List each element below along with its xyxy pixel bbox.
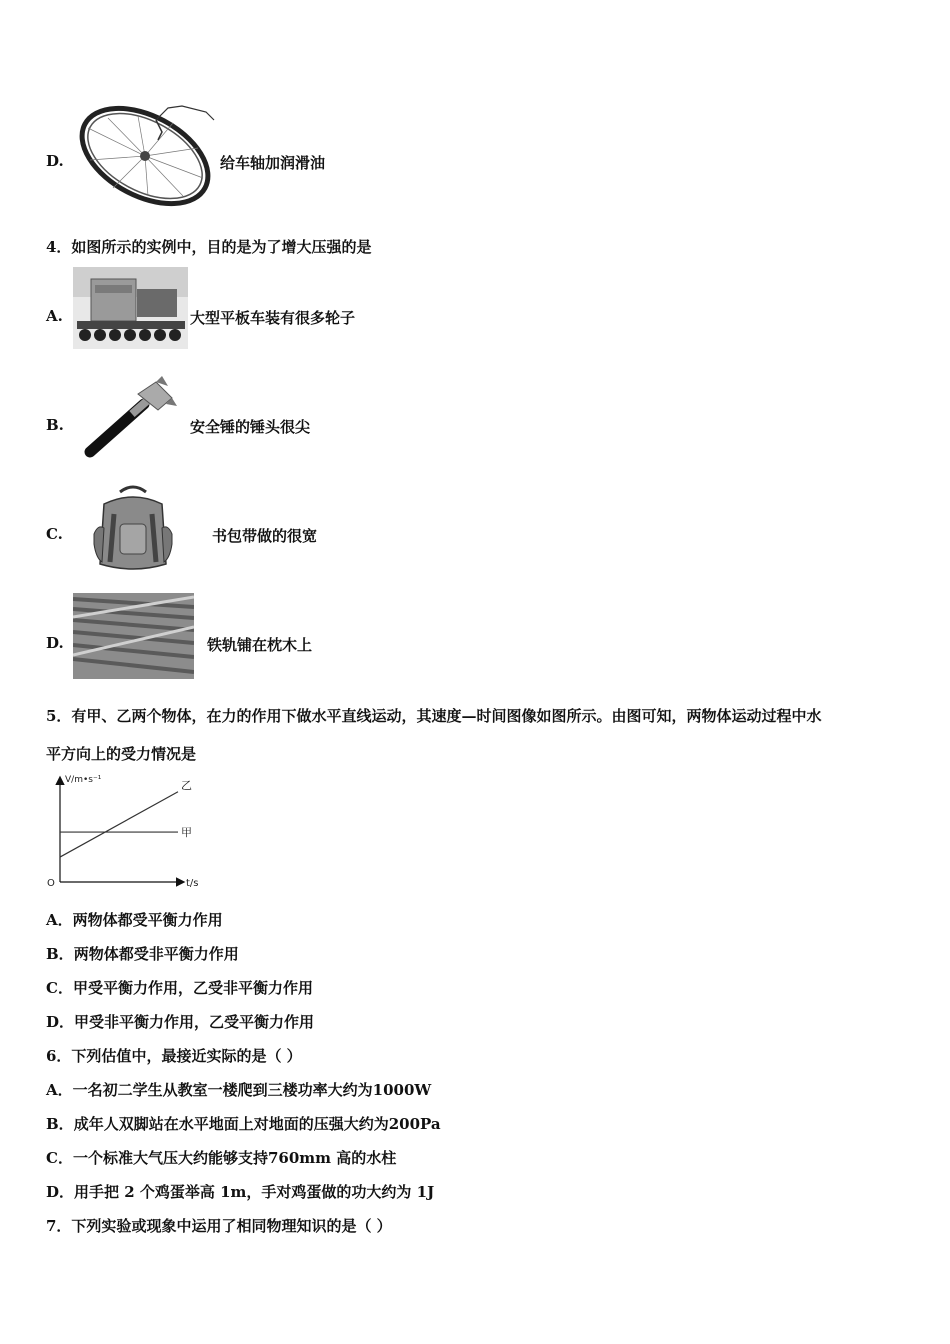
series-yi-label: 乙: [181, 778, 192, 792]
safety-hammer-image: [82, 376, 177, 460]
q5-option-a: [46, 909, 223, 930]
q6-option-c-label: C．: [46, 1149, 73, 1167]
flatbed-truck-image: [73, 267, 188, 349]
backpack-image: [92, 484, 174, 572]
q6-option-d: [46, 1181, 434, 1202]
q6-option-b-text: 成年人双脚站在水平地面上对地面的压强大约为200Pa: [73, 1115, 441, 1133]
y-axis-label: V/m•s⁻¹: [65, 775, 102, 785]
q4-option-c-text: 书包带做的很宽: [212, 527, 318, 545]
q5-option-a-text: 两物体都受平衡力作用: [72, 911, 223, 929]
q5-option-b: [46, 943, 239, 964]
q5-option-c-label: C．: [46, 979, 73, 997]
q5-option-d: [46, 1011, 314, 1032]
q4-option-b-text: 安全锤的锤头很尖: [190, 418, 311, 436]
q6-option-c: [46, 1147, 396, 1168]
q6-option-a-text: 一名初二学生从教室一楼爬到三楼功率大约为1000W: [72, 1081, 432, 1099]
q4-option-b-label: B.: [46, 416, 64, 434]
q7-question: 7．下列实验或现象中运用了相同物理知识的是（ ）: [46, 1217, 392, 1235]
q5-option-a-label: A．: [46, 911, 73, 929]
bicycle-wheel-oiling-image: [78, 98, 218, 208]
q6-question: 6．下列估值中，最接近实际的是（ ）: [46, 1047, 302, 1065]
railway-track-image: [73, 593, 194, 679]
q5-option-b-text: 两物体都受非平衡力作用: [73, 945, 239, 963]
q4-option-a-label: A.: [46, 307, 63, 325]
velocity-time-chart: [40, 768, 210, 893]
q5-option-b-label: B．: [46, 945, 74, 963]
q4-option-c-label: C.: [46, 525, 63, 543]
q4-option-a-text: 大型平板车装有很多轮子: [190, 309, 356, 327]
q6-option-b: [46, 1113, 441, 1134]
q5-question-line2: 平方向上的受力情况是: [46, 745, 197, 763]
q6-option-d-text: 用手把 2 个鸡蛋举高 1m，手对鸡蛋做的功大约为 1J: [74, 1183, 435, 1201]
q5-option-c-text: 甲受平衡力作用，乙受非平衡力作用: [72, 979, 313, 997]
q4-option-d-text: 铁轨铺在枕木上: [207, 636, 313, 654]
q6-option-b-label: B．: [46, 1115, 74, 1133]
q5-option-d-label: D．: [46, 1013, 75, 1031]
q5-option-c: [46, 977, 313, 998]
q6-option-a-label: A．: [46, 1081, 73, 1099]
q6-option-c-text: 一个标准大气压大约能够支持760mm 高的水柱: [72, 1149, 397, 1167]
q4-question: 4．如图所示的实例中，目的是为了增大压强的是: [46, 238, 372, 256]
q4-option-d-label: D.: [46, 634, 64, 652]
q5-option-d-text: 甲受非平衡力作用，乙受平衡力作用: [74, 1013, 315, 1031]
q3-option-d-label: D.: [46, 152, 64, 170]
q6-option-d-label: D．: [46, 1183, 75, 1201]
series-yi-line: [60, 792, 178, 857]
x-axis-label: t/s: [186, 878, 199, 889]
series-jia-label: 甲: [181, 826, 192, 840]
q6-option-a: [46, 1079, 431, 1100]
q3-option-d-text: 给车轴加润滑油: [220, 154, 326, 172]
q5-question-line1: 5．有甲、乙两个物体，在力的作用下做水平直线运动，其速度—时间图像如图所示。由图可知，两物体运动过程中水: [46, 707, 822, 725]
origin-label: O: [47, 878, 55, 889]
